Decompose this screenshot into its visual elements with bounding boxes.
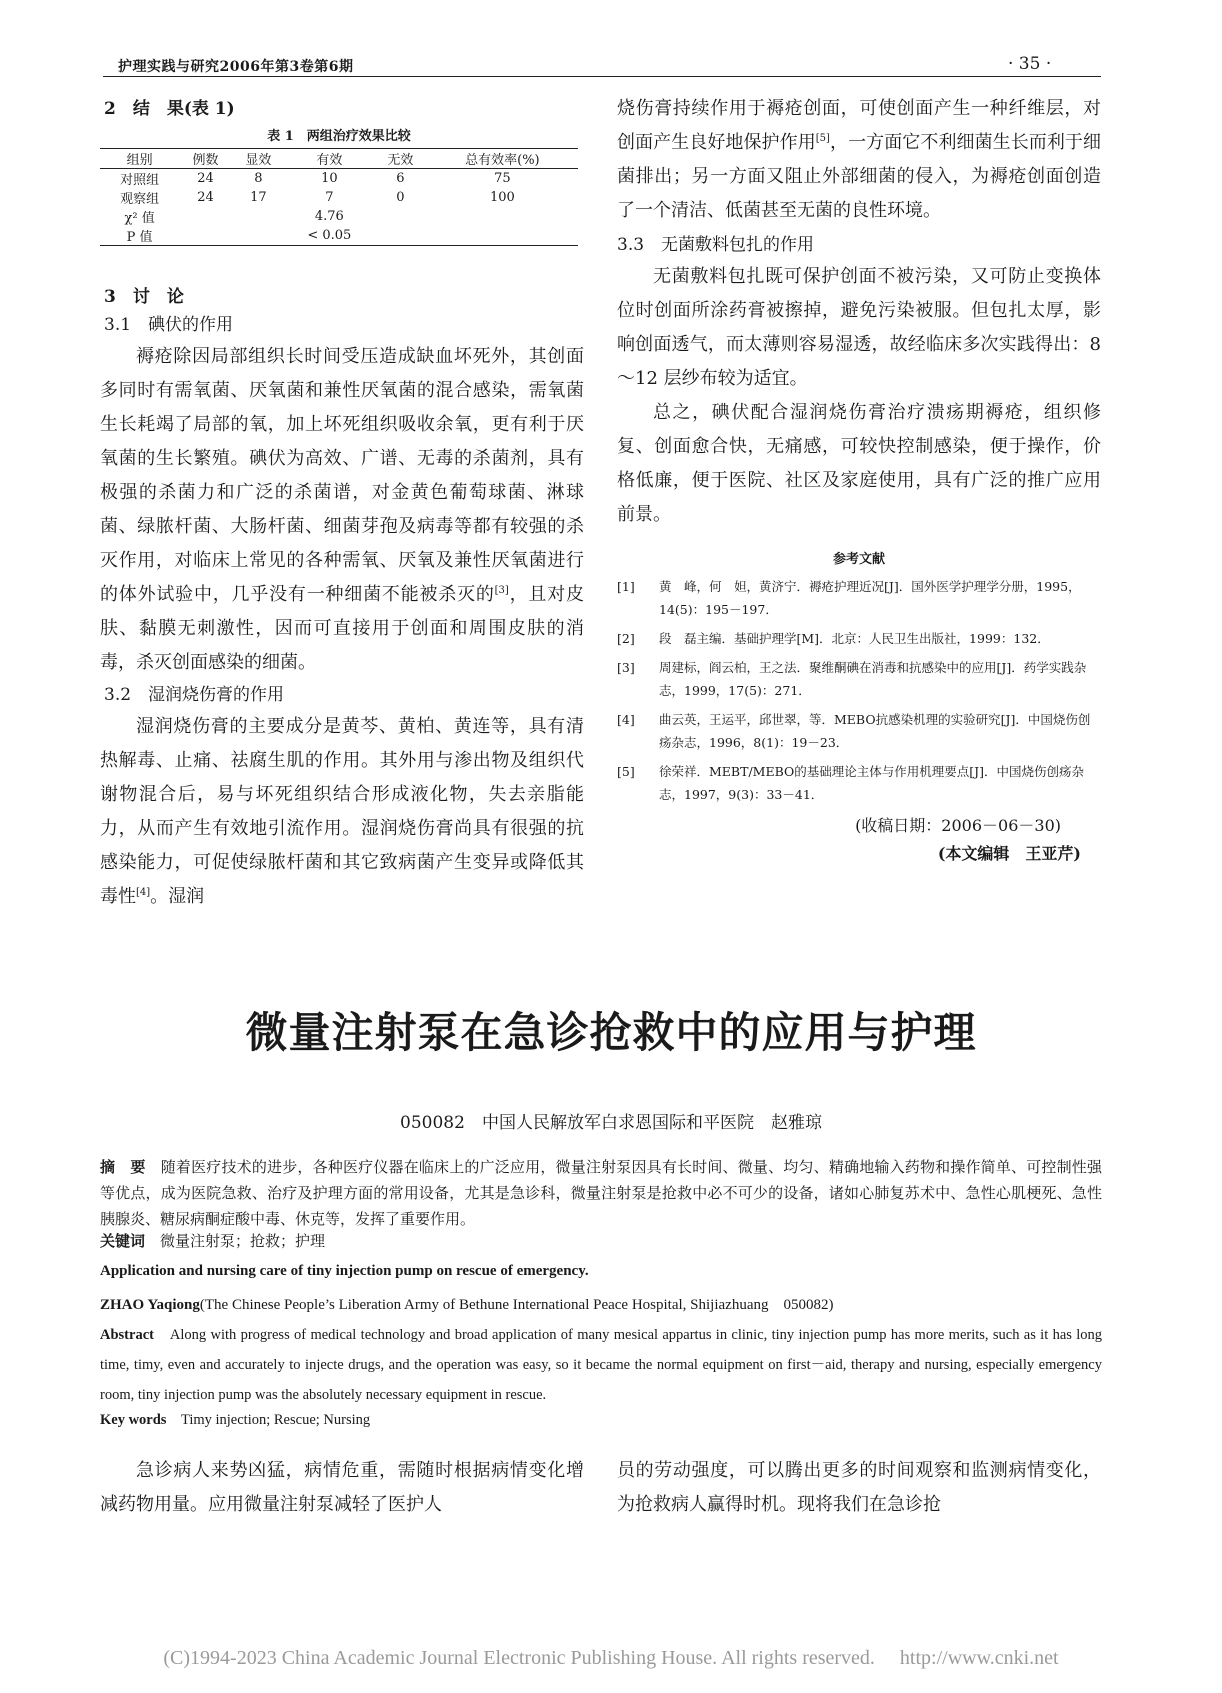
results-heading: 2 结 果(表 1)	[104, 99, 235, 119]
table-cell: 24	[197, 171, 214, 186]
table-row	[100, 226, 578, 246]
section-3-1-title: 3.1 碘伏的作用	[104, 315, 234, 335]
copyright-footer: (C)1994-2023 China Academic Journal Electronic Publishing House. All rights reserved. http://www.cnki.net	[163, 1647, 1059, 1669]
results-table	[100, 148, 578, 246]
col-header: 例数	[192, 153, 219, 168]
reference-item: [2] 段 磊主编．基础护理学[M]．北京：人民卫生出版社，1999：132．	[617, 631, 1050, 646]
right-column	[617, 92, 1101, 868]
summary-text: 总之，碘伏配合湿润烧伤膏治疗溃疡期褥疮，组织修复、创面愈合快，无痛感，可较快控制感染，便于操作，价格低廉，便于医院、社区及家庭使用，具有广泛的推广应用前景。	[617, 402, 1101, 525]
english-author: ZHAO Yaqiong(The Chinese People’s Liberation Army of Bethune International Peace Hospital, Shijiazhuang 050082)	[100, 1297, 834, 1313]
col-header: 总有效率(%)	[465, 153, 540, 168]
author-line: 050082 中国人民解放军白求恩国际和平医院 赵雅琼	[400, 1113, 822, 1133]
english-abstract: Abstract Along with progress of medical technology and broad application of many mesical appartus in clinic, tiny injection pump has more merits, such as it has long time, timy, even and accurately to injecte drugs, and the operation was easy, so it became the normal equipment on first－aid, therapy and nursing, especially emergency room, tiny injection pump was the absolutely necessary equipment in rescue.	[100, 1327, 1103, 1403]
table-cell: 24	[197, 190, 214, 205]
section-3-2-text: 湿润烧伤膏的主要成分是黄芩、黄柏、黄连等，具有清热解毒、止痛、祛腐生肌的作用。其外用与渗出物及组织代谢物混合后，易与坏死组织结合形成液化物，失去亲脂能力，从而产生有效地引流作用。湿润烧伤膏尚具有很强的抗感染能力，可促使绿脓杆菌和其它致病菌产生变异或降低其毒性[4]。湿润	[100, 716, 584, 907]
article-body-right	[617, 1454, 1101, 1522]
section-3-2-continued: 烧伤膏持续作用于褥疮创面，可使创面产生一种纤维层，对创面产生良好地保护作用[5]，一方面它不利细菌生长而利于细菌排出；另一方面又阻止外部细菌的侵入，为褥疮创面创造了一个清洁、低菌甚至无菌的良性环境。	[617, 98, 1102, 221]
table-cell: 8	[254, 171, 263, 186]
abstract-label: 摘 要	[100, 1158, 146, 1176]
reference-item: [4] 曲云英，王运平，邱世翠，等．MEBO抗感染机理的实验研究[J]．中国烧伤创疡杂志，1996，8(1)：19－23．	[617, 712, 1091, 750]
section-3-1-text: 褥疮除因局部组织长时间受压造成缺血坏死外，其创面多同时有需氧菌、厌氧菌和兼性厌氧菌的混合感染，需氧菌生长耗竭了局部的氧，加上坏死组织吸收余氧，更有利于厌氧菌的生长繁殖。碘伏为高效、广谱、无毒的杀菌剂，具有极强的杀菌力和广泛的杀菌谱，对金黄色葡萄球菌、淋球菌、绿脓杆菌、大肠杆菌、细菌芽孢及病毒等都有较强的杀灭作用，对临床上常见的各种需氧、厌氧及兼性厌氧菌进行的体外试验中，几乎没有一种细菌不能被杀灭的[3]，且对皮肤、黏膜无刺激性，因而可直接用于创面和周围皮肤的消毒，杀灭创面感染的细菌。	[100, 346, 585, 673]
section-3-3-title: 3.3 无菌敷料包扎的作用	[617, 235, 815, 255]
table-cell: 17	[250, 190, 267, 205]
section-3-2-title: 3.2 湿润烧伤膏的作用	[104, 685, 285, 705]
section-3-3-text: 无菌敷料包扎既可保护创面不被污染，又可防止变换体位时创面所涂药膏被擦掉，避免污染被服。但包扎太厚，影响创面透气，而太薄则容易湿透，故经临床多次实践得出：8～12 层纱布较为适宜。	[617, 266, 1101, 389]
received-date: (收稿日期：2006－06－30)	[855, 816, 1061, 835]
table-cell: 10	[321, 171, 338, 186]
english-keywords-label: Key words	[100, 1412, 167, 1428]
english-abstract-label: Abstract	[100, 1327, 154, 1343]
left-column	[100, 96, 584, 914]
p-value: < 0.05	[307, 228, 352, 243]
keywords-label: 关键词	[100, 1232, 146, 1250]
reference-list	[617, 575, 1101, 806]
chi-label: χ² 值	[124, 211, 155, 226]
table-row	[100, 169, 578, 189]
table-cell: 100	[489, 190, 515, 205]
table-cell: 对照组	[120, 173, 160, 188]
chi-value: 4.76	[314, 209, 344, 224]
article-body-left	[100, 1454, 584, 1522]
english-keywords: Key words Timy injection; Rescue; Nursing	[100, 1412, 371, 1428]
table-header-row	[100, 149, 578, 169]
keywords-cn: 关键词 微量注射泵；抢救；护理	[100, 1232, 326, 1250]
citation: [4]	[136, 887, 151, 898]
table-cell: 6	[396, 171, 405, 186]
col-header: 组别	[126, 153, 153, 168]
body-text: 员的劳动强度，可以腾出更多的时间观察和监测病情变化，为抢救病人赢得时机。现将我们在急诊抢	[617, 1460, 1101, 1515]
journal-header: 护理实践与研究2006年第3卷第6期	[118, 59, 354, 75]
body-text: 急诊病人来势凶猛，病情危重，需随时根据病情变化增减药物用量。应用微量注射泵减轻了医护人	[100, 1460, 584, 1515]
page-number: · 35 ·	[1008, 54, 1052, 74]
article-title: 微量注射泵在急诊抢救中的应用与护理	[245, 1008, 977, 1057]
header-rule	[103, 76, 1101, 77]
col-header: 显效	[245, 153, 272, 168]
english-title: Application and nursing care of tiny injection pump on rescue of emergency.	[100, 1263, 589, 1279]
reference-item: [3] 周建标，阎云柏，王之法．聚维酮碘在消毒和抗感染中的应用[J]．药学实践杂志，1999，17(5)：271．	[617, 660, 1087, 698]
references-heading: 参考文献	[832, 552, 885, 567]
col-header: 无效	[387, 153, 414, 168]
table-cell: 观察组	[120, 192, 160, 207]
discussion-heading: 3 讨 论	[104, 287, 184, 307]
abstract-cn: 摘 要 随着医疗技术的进步，各种医疗仪器在临床上的广泛应用，微量注射泵因具有长时间、微量、均匀、精确地输入药物和操作简单、可控制性强等优点，成为医院急救、治疗及护理方面的常用设备，尤其是急诊科，微量注射泵是抢救中必不可少的设备，诸如心肺复苏术中、急性心肌梗死、急性胰腺炎、糖尿病酮症酸中毒、休克等，发挥了重要作用。	[100, 1158, 1102, 1228]
table-caption: 表 1 两组治疗效果比较	[267, 129, 411, 144]
citation: [3]	[494, 585, 509, 596]
table-row	[100, 188, 578, 207]
reference-item: [5] 徐荣祥．MEBT/MEBO的基础理论主体与作用机理要点[J]．中国烧伤创疡杂志，1997，9(3)：33－41．	[617, 764, 1085, 802]
editor-note: (本文编辑 王亚芹)	[937, 844, 1081, 863]
table-cell: 0	[396, 190, 405, 205]
table-cell: 7	[325, 190, 334, 205]
table-cell: 75	[494, 171, 511, 186]
p-label: P 值	[126, 230, 153, 245]
citation: [5]	[815, 133, 830, 144]
reference-item: [1] 黄 峰，何 妲，黄济宁．褥疮护理近况[J]．国外医学护理学分册，1995，14(5)：195－197．	[617, 579, 1081, 617]
table-row	[100, 207, 578, 226]
col-header: 有效	[316, 153, 343, 168]
